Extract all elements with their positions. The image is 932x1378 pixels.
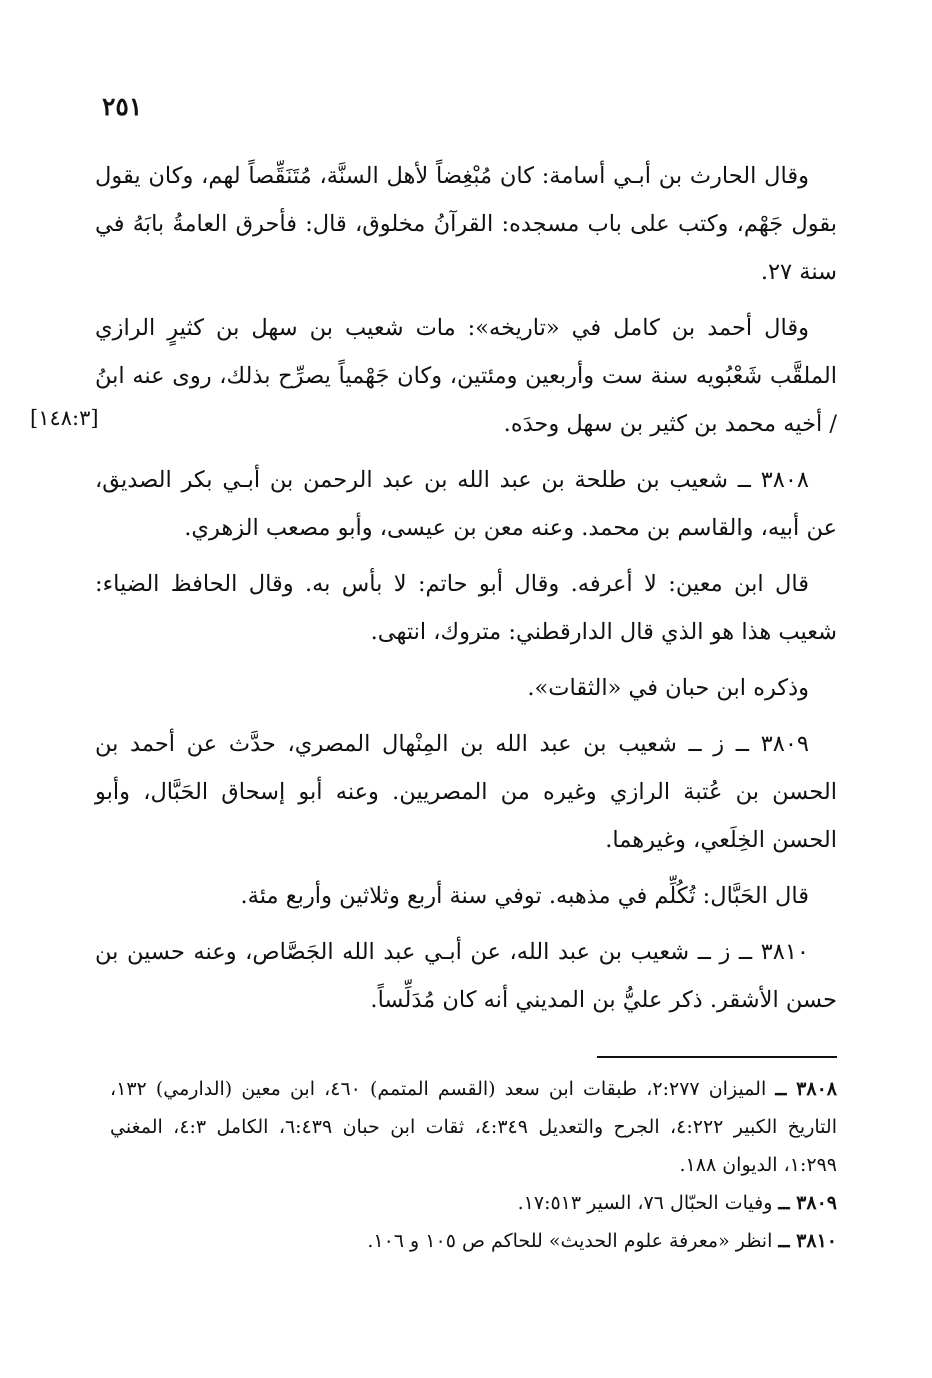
entry-3809: ٣٨٠٩ ــ ز ــ شعيب بن عبد الله بن المِنْهال المصري، حدَّث عن أحمد بن الحسن بن عُتبة الرازي وغيره من المصريين. وعنه أبو إسحاق الحَبَّال، وأبو الحسن الخِلَعي، وغيرهما. xyxy=(95,731,837,853)
main-text xyxy=(95,152,837,1032)
paragraph: وذكره ابن حبان في «الثقات». xyxy=(527,675,809,701)
footnote-divider xyxy=(597,1056,837,1058)
paragraph: وقال أحمد بن كامل في «تاريخه»: مات شعيب بن سهل بن كثيرٍ الرازي الملقَّب شَعْبُويه سنة ست وأربعين ومئتين، وكان جَهْمياً يصرِّح بذلك، روى عنه ابنُ / أخيه محمد بن كثير بن سهل وحدَه. xyxy=(95,315,837,437)
footnote-text: الميزان ٢:٢٧٧، طبقات ابن سعد (القسم المتمم) ٤٦٠، ابن معين (الدارمي) ١٣٢، التاريخ الكبير ٤:٢٢٢، الجرح والتعديل ٤:٣٤٩، ثقات ابن حبان ٦:٤٣٩، الكامل ٤:٣، المغني ١:٢٩٩، الديوان ١٨٨. xyxy=(110,1078,837,1176)
footnote-number: ٣٨٠٩ ــ xyxy=(778,1192,837,1214)
paragraph: قال ابن معين: لا أعرفه. وقال أبو حاتم: لا بأس به. وقال الحافظ الضياء: شعيب هذا هو الذي قال الدارقطني: متروك، انتهى. xyxy=(95,571,837,645)
footnote-number: ٣٨١٠ ــ xyxy=(778,1230,837,1252)
footnotes xyxy=(110,1070,837,1260)
entry-3810: ٣٨١٠ ــ ز ــ شعيب بن عبد الله، عن أبـي عبد الله الجَصَّاص، وعنه حسين بن حسن الأشقر. ذكر عليُّ بن المديني أنه كان مُدَلِّساً. xyxy=(95,939,837,1013)
footnote-3808 xyxy=(110,1070,837,1184)
margin-reference: [١٤٨:٣] xyxy=(30,406,99,430)
footnote-text: انظر «معرفة علوم الحديث» للحاكم ص ١٠٥ و ١٠٦. xyxy=(367,1230,773,1252)
footnote-number: ٣٨٠٨ ــ xyxy=(775,1078,837,1100)
footnote-3809 xyxy=(110,1184,837,1222)
footnote-3810 xyxy=(110,1222,837,1260)
paragraph: وقال الحارث بن أبـي أسامة: كان مُبْغِضاً لأهل السنَّة، مُتَنَقِّصاً لهم، وكان يقول بقول جَهْم، وكتب على باب مسجده: القرآنُ مخلوق، قال: فأحرق العامةُ بابَهُ في سنة ٢٧. xyxy=(95,163,837,285)
paragraph: قال الحَبَّال: تُكُلِّم في مذهبه. توفي سنة أربع وثلاثين وأربع مئة. xyxy=(240,883,809,909)
footnote-text: وفيات الحبّال ٧٦، السير ١٧:٥١٣. xyxy=(517,1192,773,1214)
entry-3808: ٣٨٠٨ ــ شعيب بن طلحة بن عبد الله بن عبد الرحمن بن أبـي بكر الصديق، عن أبيه، والقاسم بن محمد. وعنه معن بن عيسى، وأبو مصعب الزهري. xyxy=(95,467,837,541)
page-number: ٢٥١ xyxy=(102,92,143,121)
